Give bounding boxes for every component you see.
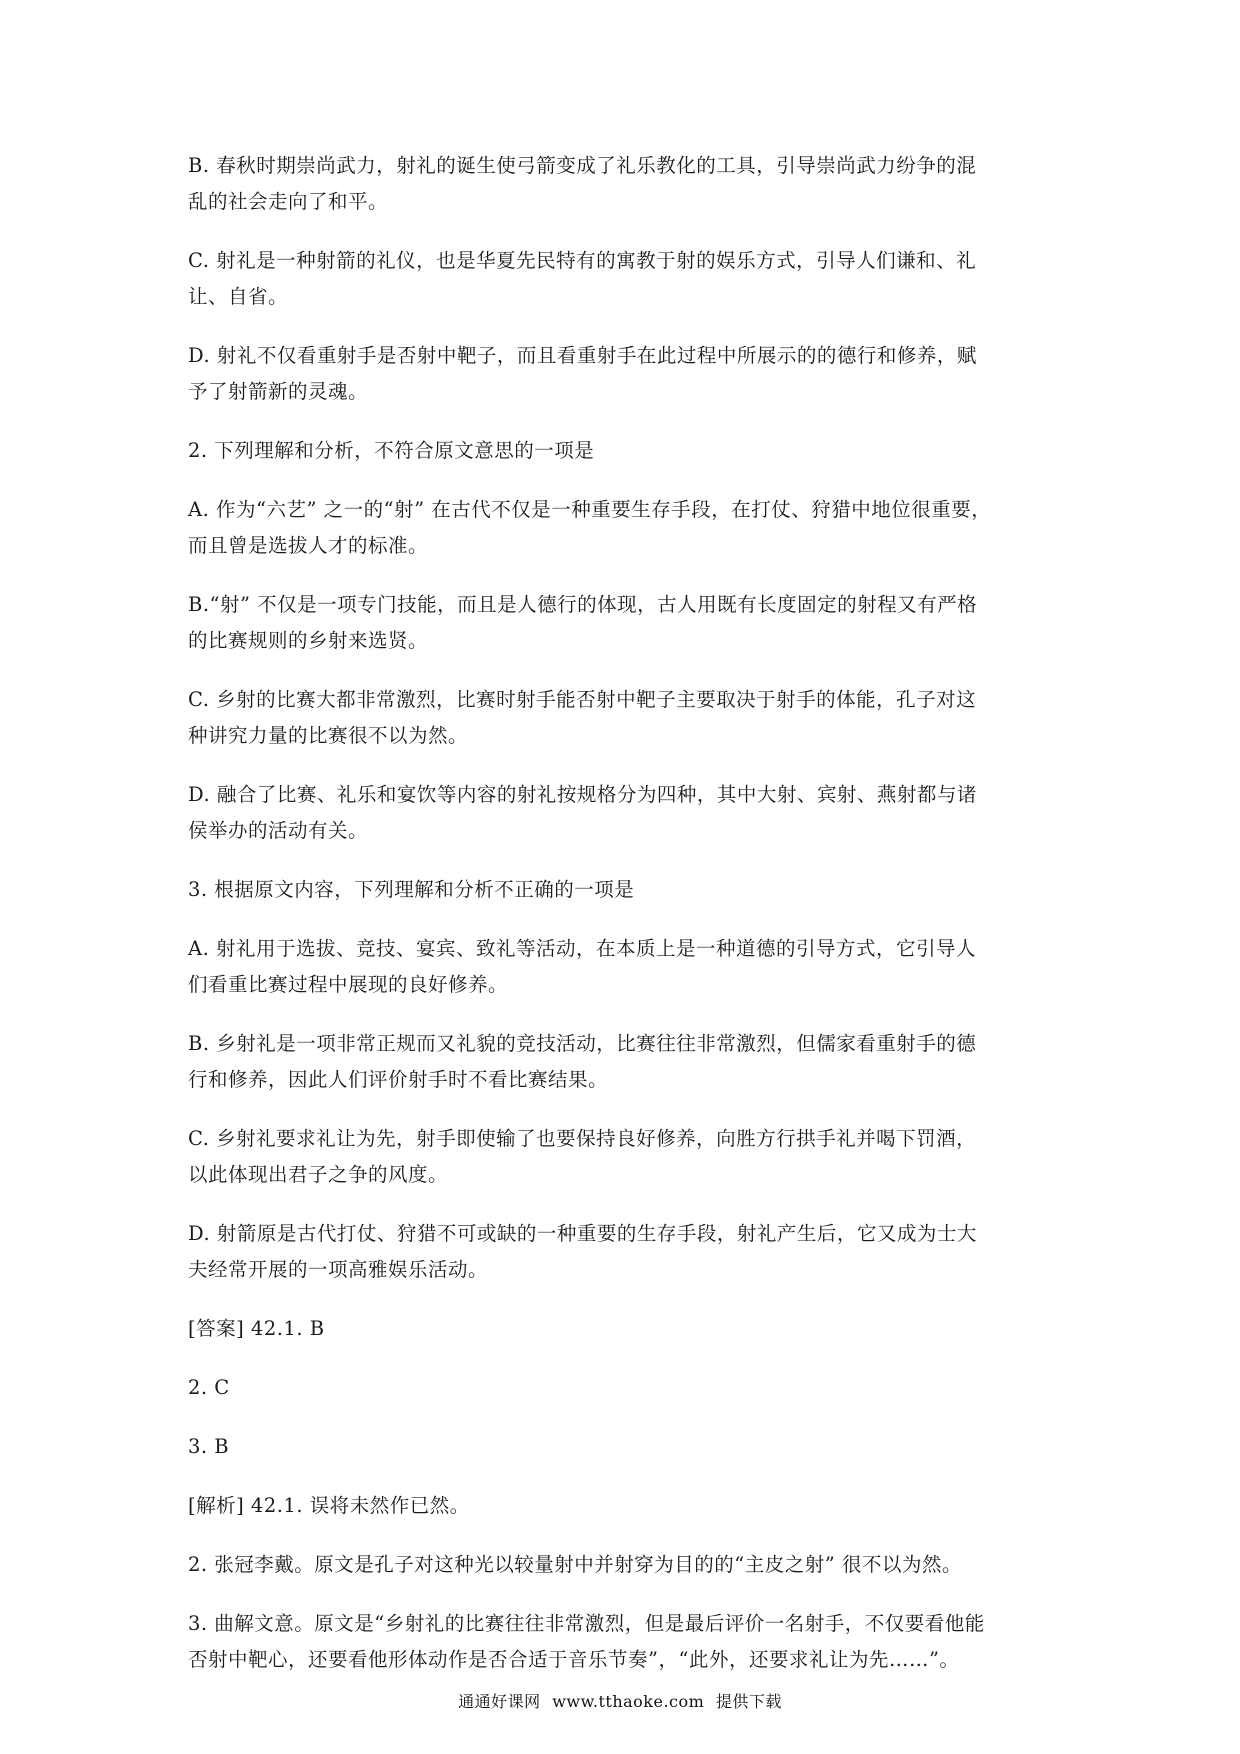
- paragraph: [188, 1216, 1058, 1288]
- text-line: B. 春秋时期崇尚武力，射礼的诞生使弓箭变成了礼乐教化的工具，引导崇尚武力纷争的混: [188, 154, 977, 177]
- text-line: 侯举办的活动有关。: [188, 819, 369, 842]
- text-line: 否射中靶心，还要看他形体动作是否合适于音乐节奏”，“此外，还要求礼让为先……”。: [188, 1648, 960, 1671]
- analysis-line: [188, 1606, 1058, 1678]
- paragraph: [188, 1121, 1058, 1193]
- text-line: B.“射” 不仅是一项专门技能，而且是人德行的体现，古人用既有长度固定的射程又有严格: [188, 593, 978, 616]
- answer-line: [188, 1311, 1058, 1347]
- text-line: 而且曾是选拔人才的标准。: [188, 534, 429, 557]
- footer-note: 提供下载: [715, 1692, 782, 1711]
- text-line: 的比赛规则的乡射来选贤。: [188, 629, 429, 652]
- text-line: [解析] 42.1. 误将未然作已然。: [188, 1494, 470, 1517]
- paragraph: [188, 1026, 1058, 1098]
- text-line: 以此体现出君子之争的风度。: [188, 1163, 449, 1186]
- text-line: A. 射礼用于选拔、竞技、宴宾、致礼等活动，在本质上是一种道德的引导方式，它引导人: [188, 937, 976, 960]
- text-line: 2. C: [188, 1376, 230, 1399]
- analysis-line: [188, 1547, 1058, 1583]
- paragraph: [188, 682, 1058, 754]
- footer-url: www.tthaoke.com: [552, 1692, 705, 1711]
- paragraph: [188, 931, 1058, 1003]
- text-line: 2. 下列理解和分析，不符合原文意思的一项是: [188, 439, 595, 462]
- paragraph: [188, 777, 1058, 849]
- paragraph: [188, 492, 1058, 564]
- text-line: D. 射礼不仅看重射手是否射中靶子，而且看重射手在此过程中所展示的的德行和修养，赋: [188, 344, 977, 367]
- text-line: 予了射箭新的灵魂。: [188, 380, 369, 403]
- text-line: 让、自省。: [188, 285, 289, 308]
- text-line: 乱的社会走向了和平。: [188, 190, 389, 213]
- text-line: 2. 张冠李戴。原文是孔子对这种光以较量射中并射穿为目的的“主皮之射” 很不以为然。: [188, 1553, 962, 1576]
- text-line: 种讲究力量的比赛很不以为然。: [188, 724, 469, 747]
- answer-line: [188, 1429, 1058, 1465]
- text-line: A. 作为“六艺” 之一的“射” 在古代不仅是一种重要生存手段，在打仗、狩猎中地位很重要，: [188, 498, 992, 521]
- page-footer: [0, 1689, 1240, 1712]
- text-line: C. 乡射的比赛大都非常激烈，比赛时射手能否射中靶子主要取决于射手的体能，孔子对这: [188, 688, 977, 711]
- text-line: C. 乡射礼要求礼让为先，射手即使输了也要保持良好修养，向胜方行拱手礼并喝下罚酒，: [188, 1127, 977, 1150]
- text-line: 夫经常开展的一项高雅娱乐活动。: [188, 1258, 489, 1281]
- document-body: [188, 148, 1058, 1701]
- question-heading: [188, 433, 1058, 469]
- paragraph: [188, 338, 1058, 410]
- text-line: B. 乡射礼是一项非常正规而又礼貌的竞技活动，比赛往往非常激烈，但儒家看重射手的德: [188, 1032, 977, 1055]
- text-line: C. 射礼是一种射箭的礼仪，也是华夏先民特有的寓教于射的娱乐方式，引导人们谦和、礼: [188, 249, 977, 272]
- text-line: [答案] 42.1. B: [188, 1317, 325, 1340]
- paragraph: [188, 148, 1058, 220]
- text-line: 3. 曲解文意。原文是“乡射礼的比赛往往非常激烈，但是最后评价一名射手，不仅要看他能: [188, 1612, 985, 1635]
- footer-site-name: 通通好课网: [458, 1692, 541, 1711]
- paragraph: [188, 243, 1058, 315]
- paragraph: [188, 587, 1058, 659]
- text-line: 们看重比赛过程中展现的良好修养。: [188, 973, 509, 996]
- text-line: 3. B: [188, 1435, 230, 1458]
- text-line: 行和修养，因此人们评价射手时不看比赛结果。: [188, 1068, 609, 1091]
- text-line: D. 射箭原是古代打仗、狩猎不可或缺的一种重要的生存手段，射礼产生后，它又成为士大: [188, 1222, 977, 1245]
- text-line: D. 融合了比赛、礼乐和宴饮等内容的射礼按规格分为四种，其中大射、宾射、燕射都与诸: [188, 783, 977, 806]
- analysis-line: [188, 1488, 1058, 1524]
- question-heading: [188, 872, 1058, 908]
- answer-line: [188, 1370, 1058, 1406]
- text-line: 3. 根据原文内容，下列理解和分析不正确的一项是: [188, 878, 635, 901]
